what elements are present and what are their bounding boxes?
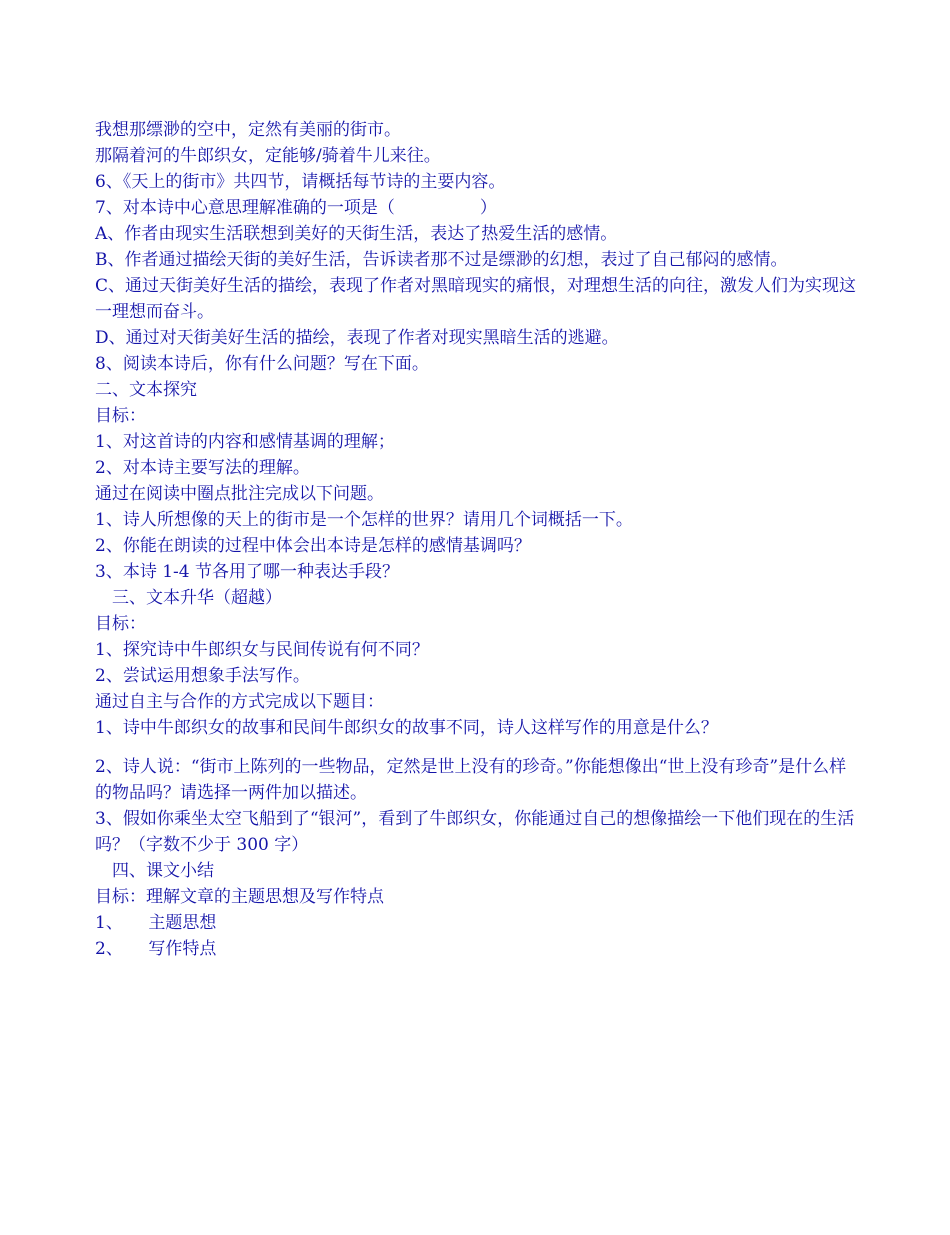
summary-item-1: 1、 主题思想 xyxy=(95,913,217,933)
document-body xyxy=(95,117,860,962)
poem-line-2: 那隔着河的牛郎织女，定能够/骑着牛儿来往。 xyxy=(95,146,441,166)
sublimation-question-2: 2、诗人说：“街市上陈列的一些物品，定然是世上没有的珍奇。”你能想像出“世上没有珍奇”是什么样的物品吗？请选择一两件加以描述。 xyxy=(95,757,847,803)
inquiry-question-1: 1、诗人所想像的天上的街市是一个怎样的世界？请用几个词概括一下。 xyxy=(95,510,633,530)
inquiry-question-3: 3、本诗 1-4 节各用了哪一种表达手段？ xyxy=(95,562,399,582)
question-8: 8、阅读本诗后，你有什么问题？写在下面。 xyxy=(95,354,429,374)
goal-item-2: 2、尝试运用想象手法写作。 xyxy=(95,666,310,686)
question-7: 7、对本诗中心意思理解准确的一项是（ ） xyxy=(95,198,497,218)
instruction: 通过在阅读中圈点批注完成以下问题。 xyxy=(95,484,384,504)
sublimation-question-3: 3、假如你乘坐太空飞船到了“银河”，看到了牛郎织女，你能通过自己的想像描绘一下他们现在的生活吗？（字数不少于 300 字） xyxy=(95,809,855,855)
goal-line: 目标：理解文章的主题思想及写作特点 xyxy=(95,887,384,907)
section-heading-3: 三、文本升华（超越） xyxy=(95,588,282,608)
goal-item-1: 1、探究诗中牛郎织女与民间传说有何不同？ xyxy=(95,640,429,660)
instruction: 通过自主与合作的方式完成以下题目： xyxy=(95,692,384,712)
goal-label: 目标： xyxy=(95,406,146,426)
section-heading-2: 二、文本探究 xyxy=(95,380,197,400)
option-b: B、作者通过描绘天街的美好生活，告诉读者那不过是缥渺的幻想，表过了自己郁闷的感情。 xyxy=(95,250,788,270)
option-d: D、通过对天街美好生活的描绘，表现了作者对现实黑暗生活的逃避。 xyxy=(95,328,619,348)
sublimation-question-1: 1、诗中牛郎织女的故事和民间牛郎织女的故事不同，诗人这样写作的用意是什么？ xyxy=(95,718,718,738)
option-c: C、通过天街美好生活的描绘，表现了作者对黑暗现实的痛恨，对理想生活的向往，激发人们为实现这一理想而奋斗。 xyxy=(95,276,857,322)
blank-line xyxy=(95,741,860,754)
goal-item-1: 1、对这首诗的内容和感情基调的理解； xyxy=(95,432,395,452)
summary-item-2: 2、 写作特点 xyxy=(95,939,217,959)
goal-label: 目标： xyxy=(95,614,146,634)
inquiry-question-2: 2、你能在朗读的过程中体会出本诗是怎样的感情基调吗？ xyxy=(95,536,531,556)
goal-item-2: 2、对本诗主要写法的理解。 xyxy=(95,458,310,478)
section-heading-4: 四、课文小结 xyxy=(95,861,214,881)
option-a: A、作者由现实生活联想到美好的天街生活，表达了热爱生活的感情。 xyxy=(95,224,618,244)
poem-line-1: 我想那缥渺的空中，定然有美丽的街市。 xyxy=(95,120,401,140)
question-6: 6、《天上的街市》共四节，请概括每节诗的主要内容。 xyxy=(95,172,506,192)
